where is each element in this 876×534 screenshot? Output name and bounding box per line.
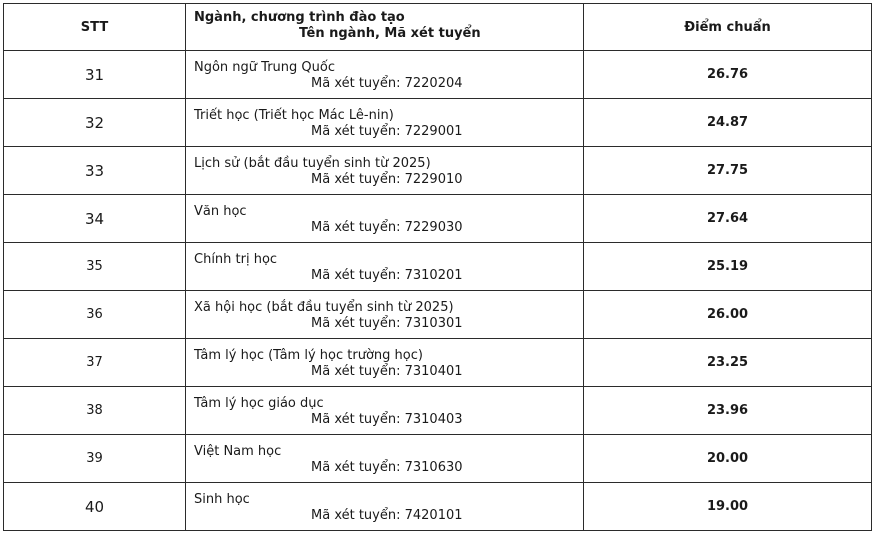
row-stt: 36: [4, 291, 186, 339]
row-score: 26.76: [584, 51, 872, 99]
program-name: Việt Nam học: [194, 444, 282, 459]
row-program: [186, 195, 584, 243]
program-code: Mã xét tuyển: 7220204: [311, 76, 463, 91]
row-score: 27.75: [584, 147, 872, 195]
row-program: [186, 99, 584, 147]
row-program: [186, 51, 584, 99]
program-code: Mã xét tuyển: 7229001: [311, 124, 463, 139]
program-code: Mã xét tuyển: 7310630: [311, 460, 463, 475]
table-header-row: [4, 4, 872, 51]
table-row: [4, 51, 872, 99]
program-name: Ngôn ngữ Trung Quốc: [194, 60, 335, 75]
row-score: 25.19: [584, 243, 872, 291]
table-row: [4, 483, 872, 531]
program-name: Sinh học: [194, 492, 250, 507]
row-stt: 38: [4, 387, 186, 435]
row-program: [186, 147, 584, 195]
row-score: 20.00: [584, 435, 872, 483]
row-score: 19.00: [584, 483, 872, 531]
admission-score-table: [3, 3, 872, 531]
row-program: [186, 435, 584, 483]
program-code: Mã xét tuyển: 7310401: [311, 364, 463, 379]
table-row: [4, 291, 872, 339]
program-code: Mã xét tuyển: 7310403: [311, 412, 463, 427]
row-program: [186, 243, 584, 291]
row-score: 23.25: [584, 339, 872, 387]
program-code: Mã xét tuyển: 7229010: [311, 172, 463, 187]
row-stt: 39: [4, 435, 186, 483]
program-code: Mã xét tuyển: 7420101: [311, 508, 463, 523]
program-code: Mã xét tuyển: 7310201: [311, 268, 463, 283]
table-row: [4, 339, 872, 387]
table-row: [4, 243, 872, 291]
row-stt: 37: [4, 339, 186, 387]
table-row: [4, 99, 872, 147]
row-score: 26.00: [584, 291, 872, 339]
header-score: Điểm chuẩn: [584, 4, 872, 51]
row-stt: 40: [4, 483, 186, 531]
row-program: [186, 483, 584, 531]
row-program: [186, 387, 584, 435]
header-program-line1: Ngành, chương trình đào tạo: [194, 10, 405, 25]
row-stt: 33: [4, 147, 186, 195]
row-program: [186, 339, 584, 387]
table-row: [4, 195, 872, 243]
table-row: [4, 435, 872, 483]
program-code: Mã xét tuyển: 7310301: [311, 316, 463, 331]
row-stt: 35: [4, 243, 186, 291]
program-code: Mã xét tuyển: 7229030: [311, 220, 463, 235]
row-stt: 31: [4, 51, 186, 99]
program-name: Văn học: [194, 204, 247, 219]
row-stt: 34: [4, 195, 186, 243]
program-name: Chính trị học: [194, 252, 278, 267]
header-stt: STT: [4, 4, 186, 51]
program-name: Tâm lý học giáo dục: [194, 396, 324, 411]
row-program: [186, 291, 584, 339]
program-name: Triết học (Triết học Mác Lê-nin): [194, 108, 394, 123]
row-score: 23.96: [584, 387, 872, 435]
row-score: 24.87: [584, 99, 872, 147]
row-stt: 32: [4, 99, 186, 147]
table-row: [4, 387, 872, 435]
program-name: Xã hội học (bắt đầu tuyển sinh từ 2025): [194, 300, 454, 315]
header-program-line2: Tên ngành, Mã xét tuyển: [299, 26, 481, 41]
header-program: [186, 4, 584, 51]
program-name: Tâm lý học (Tâm lý học trường học): [194, 348, 423, 363]
table-row: [4, 147, 872, 195]
row-score: 27.64: [584, 195, 872, 243]
program-name: Lịch sử (bắt đầu tuyển sinh từ 2025): [194, 156, 431, 171]
